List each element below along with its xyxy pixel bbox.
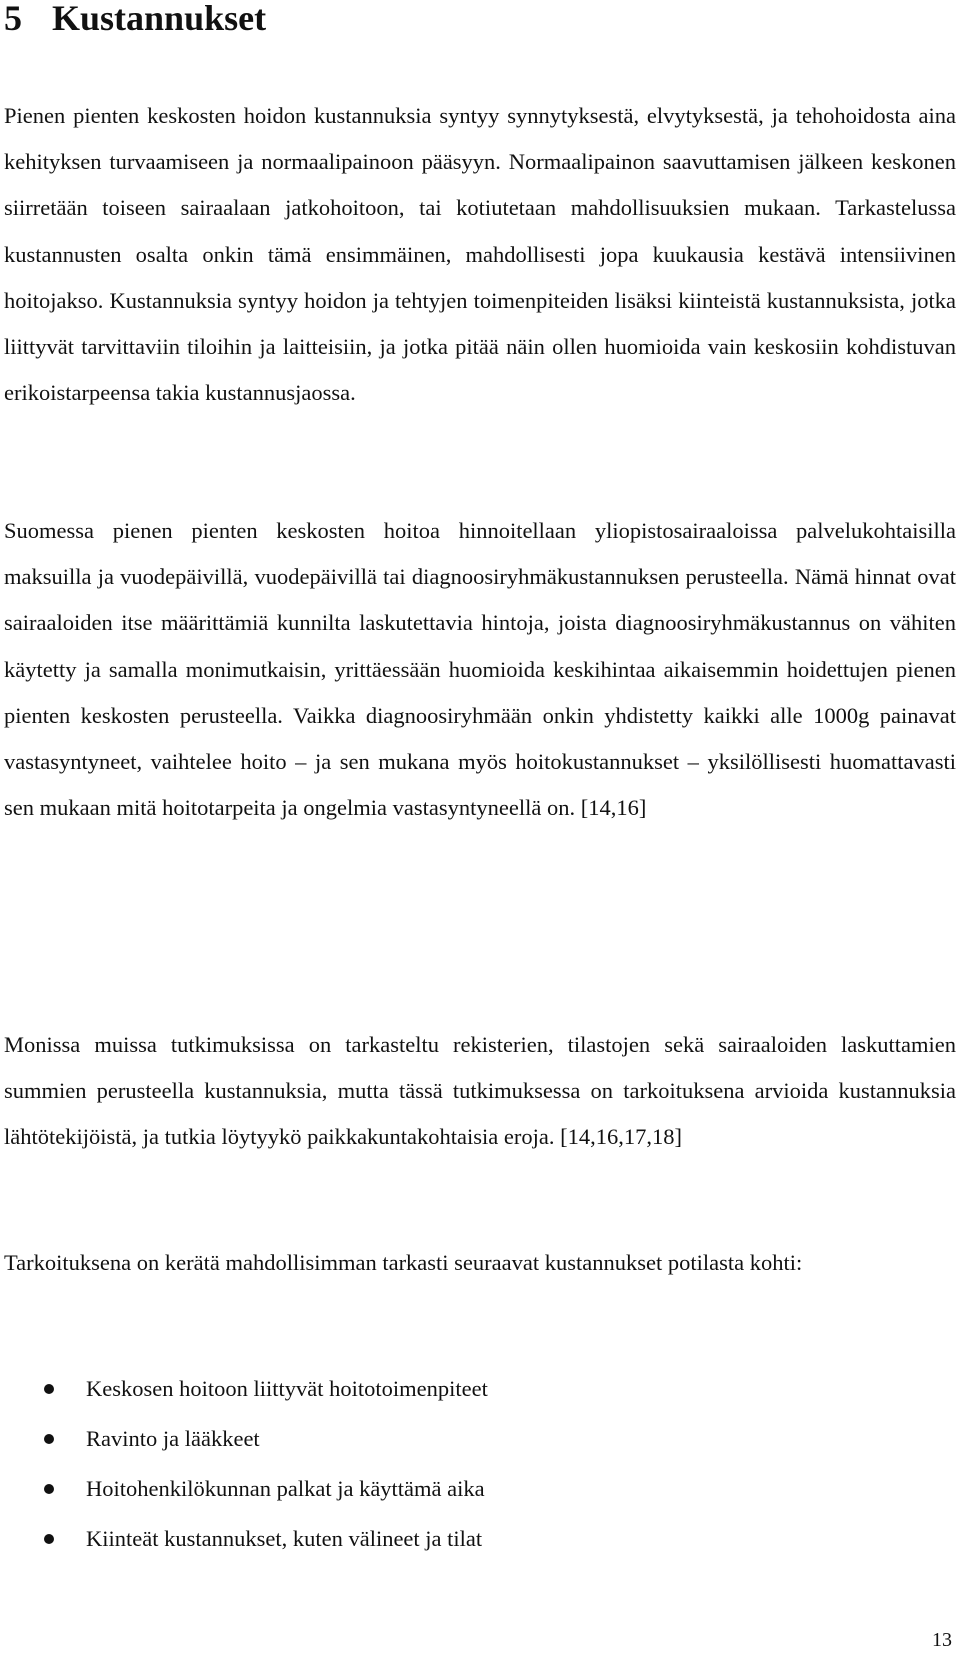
list-item-text: Kiinteät kustannukset, kuten välineet ja tilat xyxy=(86,1526,483,1551)
paragraph-other-studies: Monissa muissa tutkimuksissa on tarkasteltu rekisterien, tilastojen sekä sairaaloiden laskuttamien summien perusteella kustannuksia, mutta tässä tutkimuksessa on tarkoituksena arvioida kustannuksia lähtötekijöistä, ja tutkia löytyykö paikkakuntakohtaisia eroja. [14,16,17,18] xyxy=(4,1032,956,1150)
list-item xyxy=(0,1514,488,1564)
section-title: Kustannukset xyxy=(52,0,267,38)
bullet-icon xyxy=(44,1534,54,1544)
paragraph-costs-intro: Pienen pienten keskosten hoidon kustannuksia syntyy synnytyksestä, elvytyksestä, ja tehohoidosta aina kehityksen turvaamiseen ja normaalipainoon pääsyyn. Normaalipainon saavuttamisen jälkeen keskonen siirretään toiseen sairaalaan jatkohoitoon, tai kotiutetaan mahdollisuuksien mukaan. Tarkastelussa kustannusten osalta onkin tämä ensimmäinen, mahdollisesti jopa kuukausia kestävä intensiivinen hoitojakso. Kustannuksia syntyy hoidon ja tehtyjen toimenpiteiden lisäksi kiinteistä kustannuksista, jotka liittyvät tarvittaviin tiloihin ja laitteisiin, ja jotka pitää näin ollen huomioida vain keskosiin kohdistuvan erikoistarpeensa takia kustannusjaossa. xyxy=(4,103,956,406)
bullet-icon xyxy=(44,1484,54,1494)
paragraph-pricing-finland: Suomessa pienen pienten keskosten hoitoa hinnoitellaan yliopistosairaaloissa palvelukohtaisilla maksuilla ja vuodepäivillä, vuodepäivillä tai diagnoosiryhmäkustannuksen perusteella. Nämä hinnat ovat sairaaloiden itse määrittämiä kunnilta laskutettavia hintoja, joista diagnoosiryhmäkustannus on vähiten käytetty ja samalla monimutkaisin, yrittäessään huomioida keskihintaa aikaisemmin hoidettujen pienen pienten keskosten perusteella. Vaikka diagnoosiryhmään onkin yhdistetty kaikki alle 1000g painavat vastasyntyneet, vaihtelee hoito – ja sen mukana myös hoitokustannukset – yksilöllisesti huomattavasti sen mukaan mitä hoitotarpeita ja ongelmia vastasyntyneellä on. [14,16] xyxy=(4,518,956,821)
list-item-text: Keskosen hoitoon liittyvät hoitotoimenpiteet xyxy=(86,1376,488,1401)
list-item-text: Ravinto ja lääkkeet xyxy=(86,1426,260,1451)
list-item xyxy=(0,1364,488,1414)
section-heading xyxy=(4,0,266,38)
bullet-icon xyxy=(44,1384,54,1394)
paragraph-aim: Tarkoituksena on kerätä mahdollisimman tarkasti seuraavat kustannukset potilasta kohti: xyxy=(4,1250,803,1275)
page-number: 13 xyxy=(932,1629,952,1651)
section-number: 5 xyxy=(4,0,22,38)
list-item xyxy=(0,1414,488,1464)
cost-list xyxy=(0,1364,488,1564)
list-item-text: Hoitohenkilökunnan palkat ja käyttämä aika xyxy=(86,1476,485,1501)
bullet-icon xyxy=(44,1434,54,1444)
list-item xyxy=(0,1464,488,1514)
